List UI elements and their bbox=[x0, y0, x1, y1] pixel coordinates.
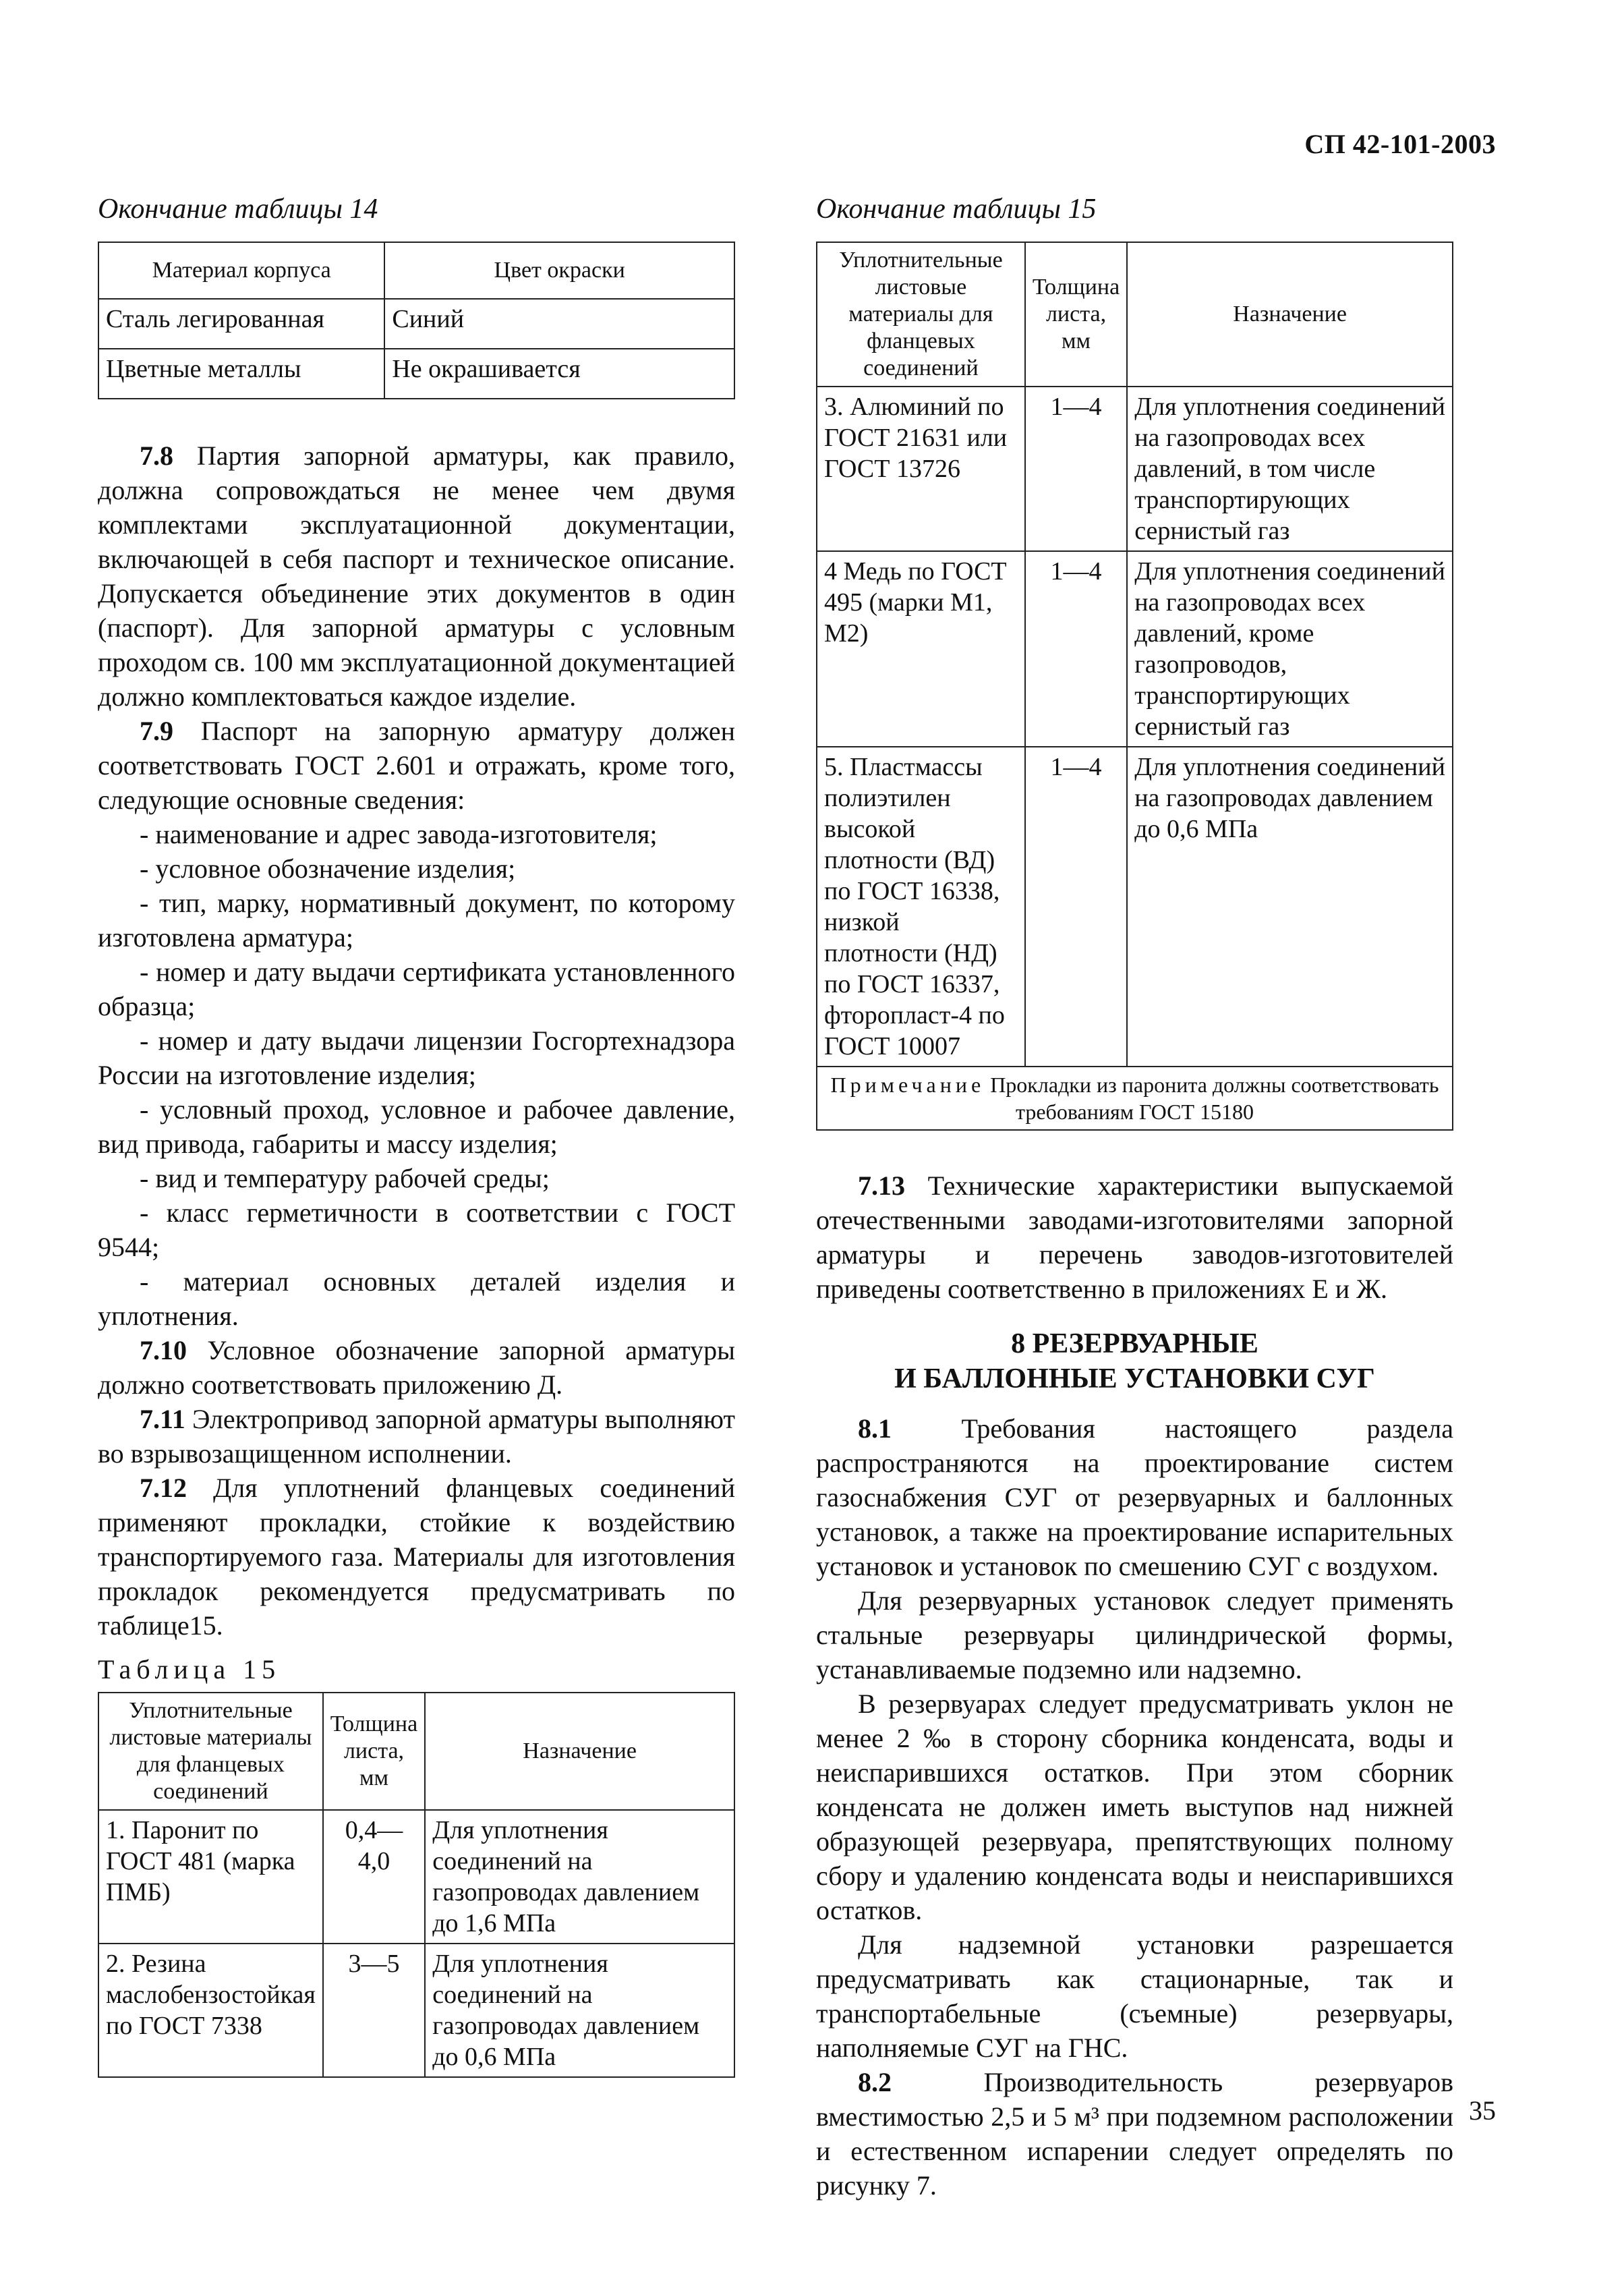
clause-text: Электропривод запорной арматуры выполняют во взрывозащищенном исполнении. bbox=[98, 1404, 735, 1469]
table15 bbox=[98, 1692, 735, 2078]
table-header-cell: Цвет окраски bbox=[384, 242, 734, 299]
section-heading-line: 8 РЕЗЕРВУАРНЫЕ bbox=[1011, 1328, 1258, 1359]
list-item: - номер и дату выдачи сертификата установленного образца; bbox=[98, 957, 735, 1021]
table-cell: Для уплотнения соединений на газопроводах давлением до 0,6 МПа bbox=[425, 1944, 734, 2077]
clause-number: 7.12 bbox=[140, 1473, 187, 1503]
table-cell: 1—4 bbox=[1025, 551, 1127, 747]
clause-number: 8.1 bbox=[858, 1413, 892, 1444]
section-8-heading bbox=[816, 1326, 1453, 1396]
clause-number: 7.9 bbox=[140, 716, 173, 746]
table-row bbox=[817, 747, 1453, 1067]
table15-end-caption: Окончание таблицы 15 bbox=[816, 194, 1097, 225]
table-cell: Сталь легированная bbox=[98, 299, 384, 349]
list-item: - номер и дату выдачи лицензии Госгортехнадзора России на изготовление изделия; bbox=[98, 1025, 735, 1090]
table-cell: 4 Медь по ГОСТ 495 (марки М1, М2) bbox=[817, 551, 1025, 747]
paragraph-7-12 bbox=[98, 1471, 735, 1643]
table-header-row bbox=[817, 242, 1453, 387]
clause-number: 7.10 bbox=[140, 1335, 187, 1365]
table-cell: Цветные металлы bbox=[98, 349, 384, 399]
table-cell: Для уплотнения соединений на газопроводах всех давлений, в том числе транспортирующих сернистый газ bbox=[1127, 387, 1453, 551]
table-cell: 5. Пластмассы полиэтилен высокой плотности (ВД) по ГОСТ 16338, низкой плотности (НД) по ГОСТ 16337, фторопласт-4 по ГОСТ 10007 bbox=[817, 747, 1025, 1067]
paragraph-7-10 bbox=[98, 1333, 735, 1402]
table-cell: 3—5 bbox=[323, 1944, 425, 2077]
page-number: 35 bbox=[1469, 2095, 1496, 2126]
paragraph-7-13 bbox=[816, 1168, 1453, 1306]
table14-end bbox=[98, 242, 735, 399]
table-cell: Для уплотнения соединений на газопроводах давлением до 0,6 МПа bbox=[1127, 747, 1453, 1067]
table-note bbox=[817, 1067, 1453, 1130]
table-header-cell: Толщина листа, мм bbox=[1025, 242, 1127, 387]
clause-text: Паспорт на запорную арматуру должен соответствовать ГОСТ 2.601 и отражать, кроме того, следующие основные сведения: bbox=[98, 716, 735, 815]
document-code: СП 42-101-2003 bbox=[1304, 129, 1496, 159]
note-label: Примечание bbox=[830, 1073, 985, 1097]
table-cell: Для уплотнения соединений на газопроводах давлением до 1,6 МПа bbox=[425, 1810, 734, 1944]
clause-number: 7.11 bbox=[140, 1404, 185, 1434]
table-header-row bbox=[98, 242, 734, 299]
table-cell: 1. Паронит по ГОСТ 481 (марка ПМБ) bbox=[98, 1810, 323, 1944]
list-item: - класс герметичности в соответствии с ГОСТ 9544; bbox=[98, 1197, 735, 1262]
paragraph-8-2 bbox=[816, 2065, 1453, 2203]
paragraph-7-9 bbox=[98, 714, 735, 817]
table-row bbox=[98, 349, 734, 399]
paragraph-slope: В резервуарах следует предусматривать уклон не менее 2 ‰ в сторону сборника конденсата, воды и неиспарившихся остатков. При этом сборник конденсата не должен иметь выступов над нижней образующей резервуара, препятствующих полному сбору и удалению конденсата воды и неиспарившихся остатков. bbox=[816, 1689, 1453, 1925]
list-item: - наименование и адрес завода-изготовителя; bbox=[140, 819, 658, 849]
table-cell: 1—4 bbox=[1025, 747, 1127, 1067]
table-row bbox=[98, 299, 734, 349]
clause-number: 7.8 bbox=[140, 441, 173, 471]
table-row bbox=[817, 551, 1453, 747]
table-cell: 3. Алюминий по ГОСТ 21631 или ГОСТ 13726 bbox=[817, 387, 1025, 551]
table-header-cell: Уплотнительные листовые материалы для фланцевых соединений bbox=[98, 1693, 323, 1810]
right-column bbox=[816, 192, 1453, 2203]
table-cell: 0,4—4,0 bbox=[323, 1810, 425, 1944]
table-cell: Для уплотнения соединений на газопроводах всех давлений, кроме газопроводов, транспортирующих сернистый газ bbox=[1127, 551, 1453, 747]
note-text: Прокладки из паронита должны соответствовать требованиям ГОСТ 15180 bbox=[985, 1073, 1439, 1124]
table-header-row bbox=[98, 1693, 734, 1810]
paragraph-8-1 bbox=[816, 1411, 1453, 1583]
clause-text: Производительность резервуаров вместимостью 2,5 и 5 м³ при подземном расположении и естественном испарении следует определять по рисунку 7. bbox=[816, 2067, 1453, 2201]
table-cell: Не окрашивается bbox=[384, 349, 734, 399]
table-cell: Синий bbox=[384, 299, 734, 349]
list-item: - вид и температуру рабочей среды; bbox=[140, 1163, 550, 1193]
list-item: - условное обозначение изделия; bbox=[140, 853, 516, 884]
list-item: - условный проход, условное и рабочее давление, вид привода, габариты и массу изделия; bbox=[98, 1094, 735, 1159]
table-header-cell: Материал корпуса bbox=[98, 242, 384, 299]
paragraph-reservoir: Для резервуарных установок следует применять стальные резервуары цилиндрической формы, устанавливаемые подземно или надземно. bbox=[816, 1585, 1453, 1684]
section-heading-line: И БАЛЛОННЫЕ УСТАНОВКИ СУГ bbox=[894, 1363, 1375, 1394]
paragraph-above-ground: Для надземной установки разрешается предусматривать как стационарные, так и транспортабельные (съемные) резервуары, наполняемые СУГ на ГНС. bbox=[816, 1929, 1453, 2063]
table-header-cell: Уплотнительные листовые материалы для фланцевых соединений bbox=[817, 242, 1025, 387]
table15-label: Таблица 15 bbox=[98, 1654, 281, 1684]
paragraph-7-8 bbox=[98, 438, 735, 714]
table-row bbox=[98, 1810, 734, 1944]
table14-caption: Окончание таблицы 14 bbox=[98, 194, 378, 225]
list-item: - тип, марку, нормативный документ, по которому изготовлена арматура; bbox=[98, 888, 735, 953]
clause-text: Партия запорной арматуры, как правило, должна сопровождаться не менее чем двумя комплектами эксплуатационной документации, включающей в себя паспорт и техническое описание. Допускается объединение этих документов в один (паспорт). Для запорной арматуры с условным проходом св. 100 мм эксплуатационной документацией должно комплектоваться каждое изделие. bbox=[98, 441, 735, 712]
table-header-cell: Назначение bbox=[1127, 242, 1453, 387]
table-cell: 1—4 bbox=[1025, 387, 1127, 551]
list-item: - материал основных деталей изделия и уплотнения. bbox=[98, 1266, 735, 1331]
clause-text: Условное обозначение запорной арматуры должно соответствовать приложению Д. bbox=[98, 1335, 735, 1400]
clause-text: Технические характеристики выпускаемой отечественными заводами-изготовителями запорной арматуры и перечень заводов-изготовителей приведены соответственно в приложениях Е и Ж. bbox=[816, 1170, 1453, 1304]
clause-number: 8.2 bbox=[858, 2067, 892, 2097]
table-header-cell: Толщина листа, мм bbox=[323, 1693, 425, 1810]
left-column bbox=[98, 192, 735, 2078]
table-row bbox=[98, 1944, 734, 2077]
table-cell: 2. Резина маслобензостойкая по ГОСТ 7338 bbox=[98, 1944, 323, 2077]
paragraph-7-11 bbox=[98, 1402, 735, 1471]
clause-number: 7.13 bbox=[858, 1170, 905, 1201]
table-note-row bbox=[817, 1067, 1453, 1130]
table15-end bbox=[816, 242, 1453, 1131]
clause-text: Требования настоящего раздела распространяются на проектирование систем газоснабжения СУГ от резервуарных и баллонных установок, а также на проектирование испарительных установок и установок по смешению СУГ с воздухом. bbox=[816, 1413, 1453, 1581]
table-row bbox=[817, 387, 1453, 551]
table-header-cell: Назначение bbox=[425, 1693, 734, 1810]
clause-text: Для уплотнений фланцевых соединений применяют прокладки, стойкие к воздействию транспортируемого газа. Материалы для изготовления прокладок рекомендуется предусматривать по таблице15. bbox=[98, 1473, 735, 1641]
